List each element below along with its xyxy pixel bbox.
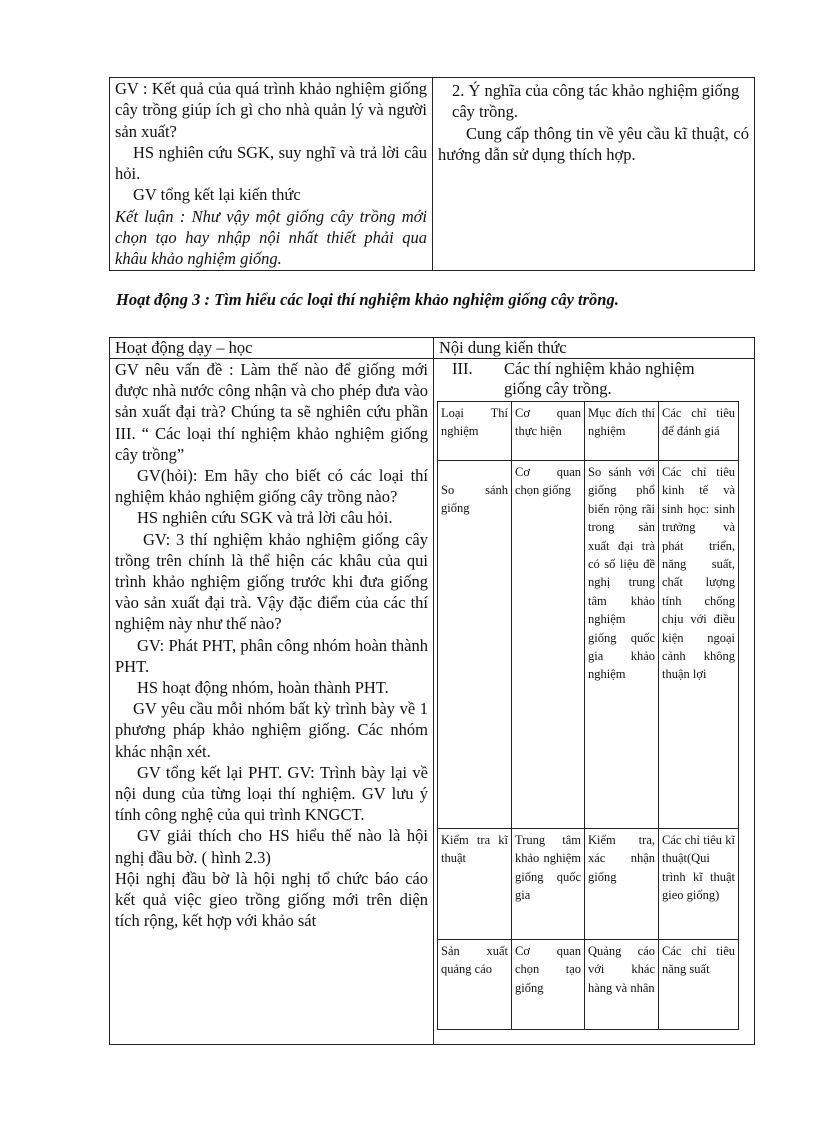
teacher-worksheet-summary: GV tổng kết lại PHT. GV: Trình bày lại về nội dung của từng loại thí nghiệm. GV lưu ý tính công nghệ của qui trình KNGCT.: [115, 762, 428, 825]
teacher-question: GV : Kết quả của quá trình khảo nghiệm giống cây trồng giúp ích gì cho nhà quản lý và người sản xuất?: [115, 79, 427, 141]
section-number: III.: [452, 359, 473, 378]
cell-agency: Cơ quan chọn giống: [512, 461, 585, 829]
cell-purpose: Quảng cáo với khác hàng và nhân: [585, 940, 659, 1030]
column-header-teaching: Hoạt động dạy – học: [110, 338, 434, 359]
teaching-activity-cell: [110, 78, 433, 271]
table-row: [438, 940, 739, 1030]
column-header-content: Nội dung kiến thức: [434, 338, 755, 359]
table-row: [438, 461, 739, 829]
teacher-explanation: GV: 3 thí nghiệm khảo nghiệm giống cây trồng trên chính là thể hiện các khâu của qui trình khảo nghiệm giống trước khi đưa giống vào sản xuất đại trà. Vậy đặc điểm của các thí nghiệm này như thế nào?: [115, 529, 428, 634]
section-3-title: [452, 359, 754, 399]
cell-type: So sánh giống: [438, 461, 512, 829]
table-row: [438, 829, 739, 940]
cell-criteria: Các chỉ tiêu kinh tế và sinh học: sinh trưởng và phát triển, năng suất, chất lượng tính chống chịu với điều kiện ngoại cảnh không thuận lợi: [659, 461, 739, 829]
activity-3-heading: Hoạt động 3 : Tìm hiểu các loại thí nghiệm khảo nghiệm giống cây trồng.: [116, 290, 619, 309]
header-criteria: Các chỉ tiêu để đánh giá: [659, 402, 739, 461]
header-purpose: Mục đích thí nghiệm: [585, 402, 659, 461]
section-title-line1: Các thí nghiệm khảo nghiệm: [504, 359, 695, 378]
conclusion-text: Kết luận : Như vậy một giống cây trồng mới chọn tạo hay nhập nội nhất thiết phải qua khâu khảo nghiệm giống.: [115, 206, 427, 269]
student-activity: HS nghiên cứu SGK, suy nghĩ và trả lời câu hỏi.: [115, 142, 427, 184]
header-agency: Cơ quan thực hiện: [512, 402, 585, 461]
cell-purpose: Kiểm tra, xác nhận giống: [585, 829, 659, 940]
section-title-line2: giống cây trồng.: [504, 379, 612, 398]
significance-text: Cung cấp thông tin về yêu cầu kĩ thuật, có hướng dẫn sử dụng thích hợp.: [438, 123, 749, 164]
cell-agency: Trung tâm khảo nghiệm giống quốc gia: [512, 829, 585, 940]
cell-purpose: So sánh với giống phổ biến rộng rãi trong sản xuất đại trà có số liệu đề nghị trung tâm khảo nghiệm giống quốc gia khảo nghiệm: [585, 461, 659, 829]
teacher-question-types: GV(hỏi): Em hãy cho biết có các loại thí nghiệm khảo nghiệm giống cây trồng nào?: [115, 466, 428, 507]
cell-agency: Cơ quan chọn tạo giống: [512, 940, 585, 1030]
teacher-worksheet: GV: Phát PHT, phân công nhóm hoàn thành PHT.: [115, 635, 428, 676]
student-groupwork: HS hoạt động nhóm, hoàn thành PHT.: [137, 678, 389, 698]
knowledge-table-part2: [109, 77, 755, 271]
teaching-steps-cell: [110, 359, 434, 1045]
cell-type: Kiểm tra kĩ thuật: [438, 829, 512, 940]
significance-title-text: 2. Ý nghĩa của công tác khảo nghiệm giống cây trồng.: [452, 81, 740, 122]
significance-title: [438, 80, 749, 123]
experiment-types-table: [437, 401, 739, 1030]
table-header-row: [438, 402, 739, 461]
header-experiment-type: Loại Thí nghiệm: [438, 402, 512, 461]
knowledge-content-cell-3: [434, 359, 755, 1045]
field-conference-definition: Hội nghị đầu bờ là hội nghị tổ chức báo cáo kết quả việc gieo trồng giống mới trên diện tích rộng, kết hợp với khảo sát: [115, 868, 428, 931]
cell-criteria: Các chỉ tiêu năng suất: [659, 940, 739, 1030]
teacher-field-conference: GV giải thích cho HS hiểu thế nào là hội nghị đầu bờ. ( hình 2.3): [115, 826, 428, 867]
teacher-summary: GV tổng kết lại kiến thức: [133, 185, 301, 205]
teacher-problem-statement: GV nêu vấn đề : Làm thế nào để giống mới được nhà nước công nhận và cho phép đưa vào sản xuất đại trà? Chúng ta sẽ nghiên cứu phần III. “ Các loại thí nghiệm khảo nghiệm giống cây trồng”: [115, 360, 428, 464]
teacher-group-presentation: GV yêu cầu mỗi nhóm bất kỳ trình bày về 1 phương pháp khảo nghiệm giống. Các nhóm khác nhận xét.: [115, 699, 428, 761]
student-research: HS nghiên cứu SGK và trả lời câu hỏi.: [137, 508, 393, 528]
cell-type: Sản xuất quảng cáo: [438, 940, 512, 1030]
activity-3-table: [109, 337, 755, 1045]
knowledge-content-cell: [433, 78, 755, 271]
cell-criteria: Các chỉ tiêu kĩ thuật(Qui trình kĩ thuật gieo giống): [659, 829, 739, 940]
